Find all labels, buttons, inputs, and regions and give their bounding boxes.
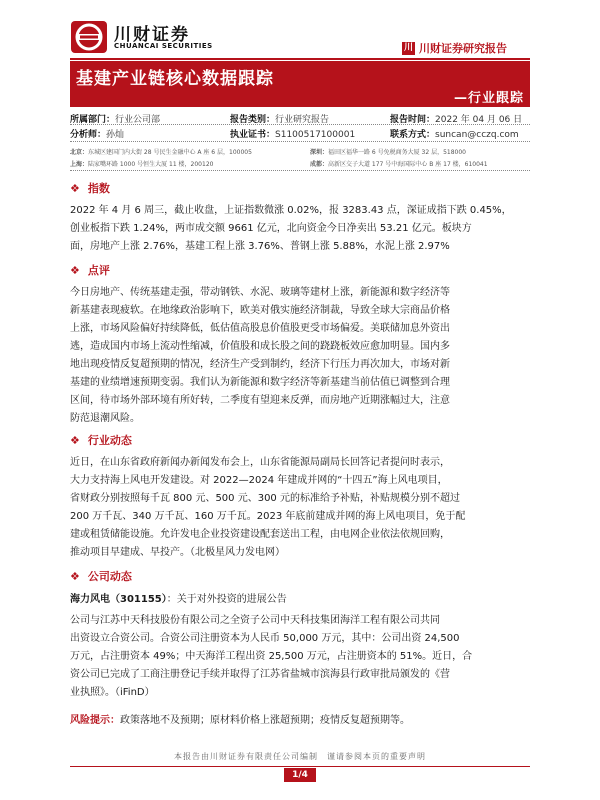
brand-icon: 川 <box>403 43 413 53</box>
address-divider <box>70 170 530 171</box>
header-divider <box>70 58 530 60</box>
announcement-company: 海力风电（301155） <box>70 594 167 605</box>
cert-field: 执业证书：S1100517100001 <box>230 130 356 140</box>
diamond-bullet-icon: ❖ <box>70 264 80 277</box>
address-beijing: 北京：东城区建国门内大街 28 号民生金融中心 A 座 6 层，100005 <box>70 149 252 156</box>
company-paragraph: 公司与江苏中天科技股份有限公司之全资子公司中天科技集团海洋工程有限公司共同 出资设立合资公司。合资公司注册资本为人民币 50,000 万元，其中：公司出资 24,500 万元，占注册资本 49%；中天海洋工程出资 25,500 万元，占注册资本的 51%。近日，合 资公司已完成了工商注册登记手续并取得了江苏省盐城市滨海县行政审批局颁发的《营 业执照》。（iFinD） <box>70 615 473 698</box>
address-shenzhen: 深圳：福田区福华一路 6 号免税商务大厦 32 层，518000 <box>310 149 467 156</box>
risk-text: 政策落地不及预期；原材料价格上涨超预期；疫情反复超预期等。 <box>120 715 410 726</box>
industry-paragraph: 近日，在山东省政府新闻办新闻发布会上，山东省能源局副局长回答记者提问时表示， 大力支持海上风电开发建设。对 2022—2024 年建成并网的“十四五”海上风电项目， 省财政分别按照每千瓦 800 元、500 元、300 元的标准给予补贴，补贴规模分别不超过 200 万千瓦、340 万千瓦、160 万千瓦。2023 年底前建成并网的海上风电项目，免于配 建或租赁储能设施。允许发电企业投资建设配套送出工程，由电网企业依法依规回购， 推动项目早建成、早投产。（北极星风力发电网） <box>70 457 466 558</box>
info-divider <box>70 124 530 125</box>
risk-warning <box>70 711 410 726</box>
info-divider-2 <box>70 141 530 142</box>
section-heading-industry: ❖ 行业动态 <box>70 434 132 447</box>
contact-field[interactable]: 联系方式：suncan@cczq.com <box>390 130 519 140</box>
report-subtitle: —行业跟踪 <box>453 91 524 106</box>
report-title: 基建产业链核心数据跟踪 <box>76 69 274 89</box>
diamond-bullet-icon: ❖ <box>70 182 80 195</box>
address-chengdu: 成都：高新区交子大道 177 号中海国际中心 B 座 17 楼，610041 <box>310 161 488 168</box>
logo-english-name: CHUANCAI SECURITIES <box>114 42 213 50</box>
footer-disclaimer: 本报告由川财证券有限责任公司编制 谨请参阅本页的重要声明 <box>174 752 426 761</box>
diamond-bullet-icon: ❖ <box>70 570 80 583</box>
page-number: 1/4 <box>284 768 316 782</box>
diamond-bullet-icon: ❖ <box>70 434 80 447</box>
address-shanghai: 上海：陆家嘴环路 1000 号恒生大厦 11 楼，200120 <box>70 161 214 168</box>
logo-chinese-name: 川财证券 <box>114 25 190 45</box>
risk-label: 风险提示： <box>70 715 120 726</box>
company-logo-icon <box>70 20 108 54</box>
section-heading-index: ❖ 指数 <box>70 182 110 195</box>
footer-divider <box>70 766 530 767</box>
section-heading-company: ❖ 公司动态 <box>70 570 132 583</box>
comment-paragraph: 今日房地产、传统基建走强，带动钢铁、水泥、玻璃等建材上涨，新能源和数字经济等 新基建表现疲软。在地缘政治影响下，欧美对俄实施经济制裁，导致全球大宗商品价格 上涨，市场风险偏好持续降低，低估值高股息价值股更受市场偏爱。美联储加息外资出 逃，造成国内市场上流动性缩减，价值股和成长股之间的跷跷板效应愈加明显。国内多 地出现疫情反复超预期的情况，经济生产受到制约，经济下行压力再次加大，市场对新 基建的业绩增速预期变弱。我们认为新能源和数字经济等新基建当前估值已调整到合理 区间，待市场外部环境有所好转，二季度有望迎来反弹，而房地产近期涨幅过大，注意 防范退潮风险。 <box>70 287 450 424</box>
title-banner <box>70 61 530 107</box>
brand-report-label: 川财证券研究报告 <box>419 42 507 55</box>
index-paragraph: 2022 年 4 月 6 周三，截止收盘，上证指数微涨 0.02%，报 3283.43 点，深证成指下跌 0.45%， 创业板指下跌 1.24%，两市成交额 9661 亿元，北向资金今日净卖出 53.21 亿元。板块方 面，房地产上涨 2.76%，基建工程上涨 3.76%、普钢上涨 5.88%，水泥上涨 2.97% <box>70 205 512 252</box>
analyst-field: 分析师：孙灿 <box>70 130 125 140</box>
report-date-field: 报告时间：2022 年 04 月 06 日 <box>390 115 523 125</box>
dept-field: 所属部门：行业公司部 <box>70 115 161 125</box>
report-type-field: 报告类别：行业研究报告 <box>230 115 330 125</box>
announcement-title: 海力风电（301155）：关于对外投资的进展公告 <box>70 594 287 605</box>
section-heading-comment: ❖ 点评 <box>70 264 110 277</box>
